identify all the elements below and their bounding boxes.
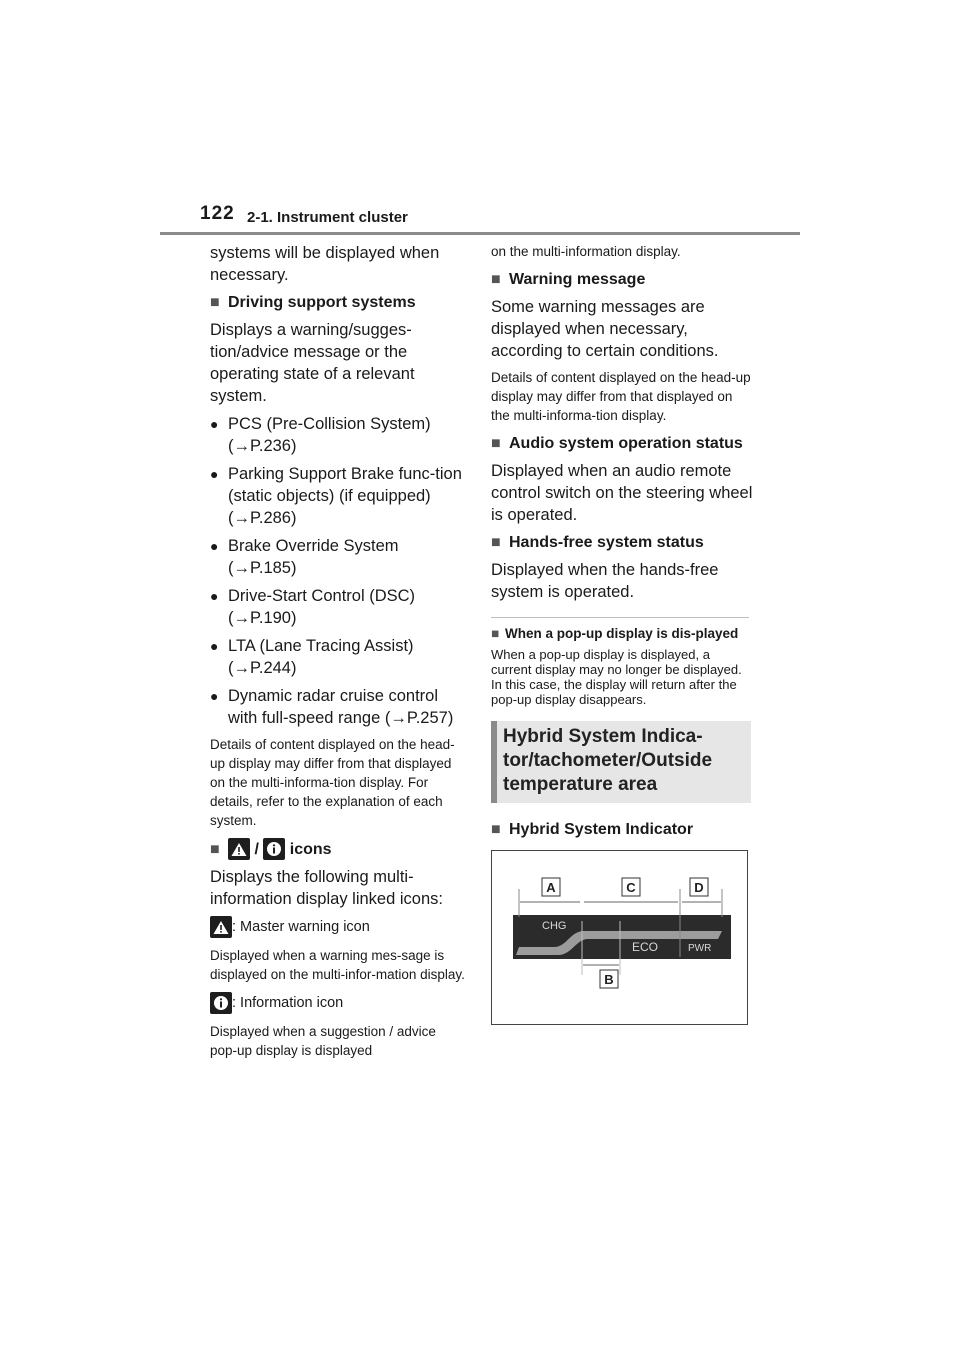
square-bullet-icon: ■ [491,626,500,641]
list-item [210,535,466,579]
section-divider [491,617,749,618]
section-banner: Hybrid System Indica-tor/tachometer/Outside temperature area [491,721,751,803]
left-column [210,242,466,1068]
icons-text: Displays the following multi-information display linked icons: [210,868,443,908]
audio-text: Displayed when an audio remote control switch on the steering wheel is operated. [491,462,753,524]
master-warning-icon [228,838,250,860]
icons-heading-tail: icons [285,840,332,858]
hands-free-heading-text: Hands-free system status [509,534,704,551]
hybrid-indicator-heading-text: Hybrid System Indicator [509,821,694,838]
driving-support-heading [210,292,466,313]
information-row [210,992,466,1014]
audio-heading [491,433,753,454]
list-item-text: Brake Override System (→P.185) [228,537,399,577]
popup-text: When a pop-up display is displayed, a current display may no longer be displayed. In this case, the display will return after the pop-up display disappears. [491,647,742,707]
bullet-dot-icon: ● [210,466,219,482]
page-number: 122 [200,203,235,224]
list-item [210,585,466,629]
icons-heading [210,838,466,860]
zone-pwr: PWR [688,943,712,954]
hybrid-indicator-diagram [491,850,748,1025]
master-warning-desc: Displayed when a warning mes-sage is displayed on the multi-infor-mation display. [210,948,465,982]
master-warning-row [210,916,466,938]
bullet-dot-icon: ● [210,588,219,604]
list-item [210,685,466,729]
hands-free-heading [491,532,753,553]
popup-heading [491,626,753,641]
zone-eco: ECO [632,940,659,954]
intro-text: systems will be displayed when necessary. [210,244,440,284]
square-bullet-icon: ■ [491,435,501,452]
square-bullet-icon: ■ [491,534,501,551]
zone-chg: CHG [542,920,567,932]
square-bullet-icon: ■ [491,821,501,838]
square-bullet-icon: ■ [210,294,220,311]
master-warning-icon [210,916,232,938]
section-title: 2-1. Instrument cluster [247,209,408,226]
square-bullet-icon: ■ [210,840,220,858]
driving-support-note: Details of content displayed on the head-up display may differ from that displayed on the multi-informa-tion display. For details, refer to the explanation of each system. [210,737,455,828]
icons-heading-sep: / [250,840,264,858]
popup-heading-text: When a pop-up display is dis-played [505,626,739,641]
list-item-text: Drive-Start Control (DSC) (→P.190) [228,587,416,627]
list-item-text: LTA (Lane Tracing Assist) (→P.244) [228,637,414,677]
information-label: : Information icon [232,995,344,1011]
master-warning-label: : Master warning icon [232,919,370,935]
bullet-dot-icon: ● [210,688,219,704]
information-icon [263,838,285,860]
bullet-dot-icon: ● [210,538,219,554]
continuation-text: on the multi-information display. [491,244,681,259]
audio-heading-text: Audio system operation status [509,435,743,452]
hybrid-indicator-heading [491,819,753,840]
bullet-dot-icon: ● [210,638,219,654]
list-item [210,635,466,679]
driving-support-text: Displays a warning/sugges-tion/advice message or the operating state of a relevant system. [210,321,415,405]
warning-message-heading [491,269,753,290]
warning-message-note: Details of content displayed on the head-up display may differ from that displayed on the multi-informa-tion display. [491,370,751,423]
information-icon [210,992,232,1014]
bullet-dot-icon: ● [210,416,219,432]
list-item-text: Parking Support Brake func-tion (static objects) (if equipped) (→P.286) [228,465,462,527]
label-d: D [694,880,704,895]
right-column [491,242,753,1025]
label-c: C [626,880,636,895]
square-bullet-icon: ■ [491,271,501,288]
list-item-text: Dynamic radar cruise control with full-speed range (→P.257) [228,687,454,727]
information-desc: Displayed when a suggestion / advice pop-up display is displayed [210,1024,436,1058]
hands-free-text: Displayed when the hands-free system is operated. [491,561,719,601]
label-b: B [604,972,614,987]
list-item-text: PCS (Pre-Collision System) (→P.236) [228,415,431,455]
list-item [210,413,466,457]
hybrid-indicator-svg [492,851,747,1024]
list-item [210,463,466,529]
label-a: A [546,880,556,895]
driving-support-heading-text: Driving support systems [228,294,416,311]
warning-message-text: Some warning messages are displayed when necessary, according to certain conditions. [491,298,719,360]
warning-message-heading-text: Warning message [509,271,646,288]
header-rule [160,232,800,235]
